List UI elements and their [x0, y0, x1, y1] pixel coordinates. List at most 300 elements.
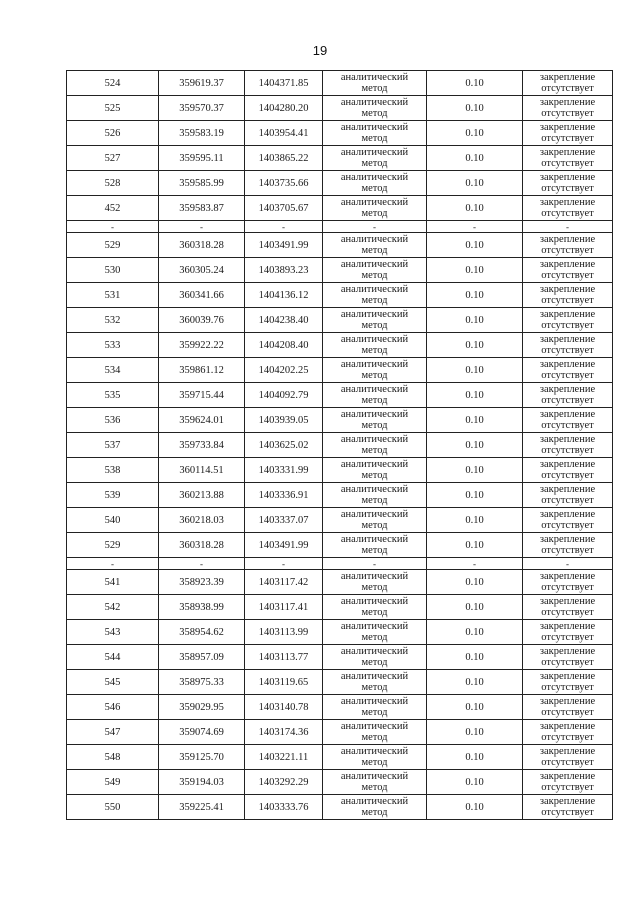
- method: [323, 283, 427, 308]
- table-row: [67, 695, 613, 720]
- marking-line: закрепление: [539, 746, 596, 757]
- method-line: аналитический: [340, 384, 409, 395]
- marking-line: отсутствует: [541, 158, 594, 169]
- point-number: 535: [67, 383, 159, 408]
- marking-line: закрепление: [539, 359, 596, 370]
- marking: [523, 558, 613, 570]
- coord-x: 359583.87: [159, 196, 245, 221]
- separator-row: [67, 558, 613, 570]
- point-number: 544: [67, 645, 159, 670]
- coord-y: 1404092.79: [245, 383, 323, 408]
- coord-x: 360318.28: [159, 533, 245, 558]
- method-line: метод: [361, 782, 388, 793]
- method-line: аналитический: [340, 234, 409, 245]
- marking: [523, 358, 613, 383]
- method-line: метод: [361, 582, 388, 593]
- method-line: аналитический: [340, 459, 409, 470]
- method: [323, 71, 427, 96]
- marking-line: отсутствует: [541, 133, 594, 144]
- marking: [523, 745, 613, 770]
- method: [323, 745, 427, 770]
- accuracy: 0.10: [427, 408, 523, 433]
- marking-line: закрепление: [539, 72, 596, 83]
- marking-line: отсутствует: [541, 520, 594, 531]
- method: [323, 383, 427, 408]
- coord-y: 1404280.20: [245, 96, 323, 121]
- marking-line: -: [566, 558, 569, 569]
- method-line: метод: [361, 245, 388, 256]
- coord-x: 359074.69: [159, 720, 245, 745]
- point-number: 527: [67, 146, 159, 171]
- accuracy: 0.10: [427, 458, 523, 483]
- coord-y: 1403331.99: [245, 458, 323, 483]
- method-line: аналитический: [340, 359, 409, 370]
- accuracy: 0.10: [427, 433, 523, 458]
- coord-x: 359125.70: [159, 745, 245, 770]
- method-line: аналитический: [340, 671, 409, 682]
- marking-line: закрепление: [539, 596, 596, 607]
- marking: [523, 408, 613, 433]
- coord-x: 360213.88: [159, 483, 245, 508]
- coord-y: 1403113.77: [245, 645, 323, 670]
- method: [323, 645, 427, 670]
- method: [323, 121, 427, 146]
- marking-line: закрепление: [539, 234, 596, 245]
- method-line: аналитический: [340, 197, 409, 208]
- table-row: [67, 121, 613, 146]
- accuracy: 0.10: [427, 720, 523, 745]
- marking: [523, 595, 613, 620]
- accuracy: 0.10: [427, 96, 523, 121]
- method-line: метод: [361, 295, 388, 306]
- marking: [523, 720, 613, 745]
- method-line: метод: [361, 445, 388, 456]
- marking: [523, 146, 613, 171]
- marking-line: закрепление: [539, 459, 596, 470]
- accuracy: 0.10: [427, 283, 523, 308]
- point-number: 534: [67, 358, 159, 383]
- method-line: -: [373, 221, 376, 232]
- marking-line: закрепление: [539, 534, 596, 545]
- method-line: аналитический: [340, 72, 409, 83]
- table-row: [67, 720, 613, 745]
- accuracy: 0.10: [427, 171, 523, 196]
- method-line: метод: [361, 108, 388, 119]
- method-line: аналитический: [340, 596, 409, 607]
- table-row: [67, 508, 613, 533]
- accuracy: 0.10: [427, 71, 523, 96]
- marking-line: закрепление: [539, 197, 596, 208]
- method-line: метод: [361, 420, 388, 431]
- table-row: [67, 383, 613, 408]
- coord-y: 1403221.11: [245, 745, 323, 770]
- marking-line: закрепление: [539, 122, 596, 133]
- coord-x: 359922.22: [159, 333, 245, 358]
- accuracy: 0.10: [427, 196, 523, 221]
- point-number: 531: [67, 283, 159, 308]
- marking: [523, 508, 613, 533]
- method: [323, 433, 427, 458]
- method-line: метод: [361, 707, 388, 718]
- marking-line: закрепление: [539, 796, 596, 807]
- table-row: [67, 670, 613, 695]
- table-row: [67, 533, 613, 558]
- method-line: аналитический: [340, 147, 409, 158]
- table-row: [67, 408, 613, 433]
- table-row: [67, 171, 613, 196]
- point-number: 537: [67, 433, 159, 458]
- method: [323, 308, 427, 333]
- accuracy: 0.10: [427, 570, 523, 595]
- coord-x: 359583.19: [159, 121, 245, 146]
- marking: [523, 670, 613, 695]
- coord-y: 1403119.65: [245, 670, 323, 695]
- page-number: 19: [312, 43, 328, 58]
- method-line: метод: [361, 732, 388, 743]
- method-line: метод: [361, 83, 388, 94]
- method-line: аналитический: [340, 309, 409, 320]
- marking: [523, 795, 613, 820]
- method: [323, 358, 427, 383]
- method-line: аналитический: [340, 571, 409, 582]
- marking-line: закрепление: [539, 771, 596, 782]
- coord-x: 360305.24: [159, 258, 245, 283]
- accuracy: 0.10: [427, 620, 523, 645]
- coord-x: 359570.37: [159, 96, 245, 121]
- table-row: [67, 645, 613, 670]
- coord-y: 1404371.85: [245, 71, 323, 96]
- boundary-points-table: [66, 70, 613, 820]
- marking-line: отсутствует: [541, 445, 594, 456]
- marking: [523, 308, 613, 333]
- method: [323, 533, 427, 558]
- coord-x: 358938.99: [159, 595, 245, 620]
- coord-x: 359029.95: [159, 695, 245, 720]
- method-line: метод: [361, 495, 388, 506]
- accuracy: 0.10: [427, 383, 523, 408]
- method-line: аналитический: [340, 409, 409, 420]
- marking-line: отсутствует: [541, 757, 594, 768]
- table-row: [67, 458, 613, 483]
- accuracy: 0.10: [427, 770, 523, 795]
- marking-line: закрепление: [539, 646, 596, 657]
- coord-y: 1403117.42: [245, 570, 323, 595]
- marking: [523, 333, 613, 358]
- method: [323, 670, 427, 695]
- table-row: [67, 71, 613, 96]
- marking-line: закрепление: [539, 671, 596, 682]
- method: [323, 458, 427, 483]
- point-number: -: [67, 558, 159, 570]
- accuracy: -: [427, 558, 523, 570]
- method-line: аналитический: [340, 534, 409, 545]
- table-row: [67, 595, 613, 620]
- marking-line: отсутствует: [541, 183, 594, 194]
- coord-x: 358957.09: [159, 645, 245, 670]
- marking-line: закрепление: [539, 409, 596, 420]
- marking-line: закрепление: [539, 434, 596, 445]
- point-number: 533: [67, 333, 159, 358]
- method-line: метод: [361, 345, 388, 356]
- marking-line: закрепление: [539, 721, 596, 732]
- marking-line: отсутствует: [541, 495, 594, 506]
- point-number: 530: [67, 258, 159, 283]
- marking: [523, 71, 613, 96]
- method-line: аналитический: [340, 721, 409, 732]
- coord-y: 1404208.40: [245, 333, 323, 358]
- point-number: 524: [67, 71, 159, 96]
- coord-x: 360039.76: [159, 308, 245, 333]
- point-number: 543: [67, 620, 159, 645]
- accuracy: 0.10: [427, 333, 523, 358]
- point-number: 549: [67, 770, 159, 795]
- table-row: [67, 745, 613, 770]
- method-line: метод: [361, 632, 388, 643]
- accuracy: 0.10: [427, 258, 523, 283]
- marking-line: отсутствует: [541, 782, 594, 793]
- method-line: метод: [361, 208, 388, 219]
- method: [323, 558, 427, 570]
- coord-y: 1403625.02: [245, 433, 323, 458]
- coord-y: 1404136.12: [245, 283, 323, 308]
- point-number: -: [67, 221, 159, 233]
- marking-line: закрепление: [539, 334, 596, 345]
- accuracy: 0.10: [427, 795, 523, 820]
- method-line: аналитический: [340, 334, 409, 345]
- method: [323, 258, 427, 283]
- coord-y: 1403865.22: [245, 146, 323, 171]
- marking-line: закрепление: [539, 172, 596, 183]
- marking: [523, 458, 613, 483]
- method-line: метод: [361, 682, 388, 693]
- point-number: 539: [67, 483, 159, 508]
- coord-x: 359585.99: [159, 171, 245, 196]
- coord-x: 360318.28: [159, 233, 245, 258]
- marking: [523, 96, 613, 121]
- method: [323, 96, 427, 121]
- method: [323, 508, 427, 533]
- coord-y: 1403337.07: [245, 508, 323, 533]
- marking-line: закрепление: [539, 97, 596, 108]
- coord-y: 1403174.36: [245, 720, 323, 745]
- method: [323, 333, 427, 358]
- marking-line: закрепление: [539, 259, 596, 270]
- coord-x: 358923.39: [159, 570, 245, 595]
- coord-y: 1403735.66: [245, 171, 323, 196]
- marking-line: отсутствует: [541, 807, 594, 818]
- method-line: метод: [361, 370, 388, 381]
- method-line: метод: [361, 183, 388, 194]
- coord-y: 1403954.41: [245, 121, 323, 146]
- coord-y: -: [245, 221, 323, 233]
- accuracy: 0.10: [427, 533, 523, 558]
- method-line: аналитический: [340, 259, 409, 270]
- coord-x: 359194.03: [159, 770, 245, 795]
- coord-x: 358975.33: [159, 670, 245, 695]
- method-line: аналитический: [340, 646, 409, 657]
- method-line: аналитический: [340, 484, 409, 495]
- table-row: [67, 283, 613, 308]
- marking-line: отсутствует: [541, 395, 594, 406]
- method-line: метод: [361, 395, 388, 406]
- marking-line: закрепление: [539, 621, 596, 632]
- coord-y: 1403491.99: [245, 533, 323, 558]
- marking-line: закрепление: [539, 509, 596, 520]
- marking: [523, 258, 613, 283]
- accuracy: 0.10: [427, 308, 523, 333]
- accuracy: 0.10: [427, 146, 523, 171]
- marking-line: отсутствует: [541, 657, 594, 668]
- accuracy: 0.10: [427, 745, 523, 770]
- marking: [523, 770, 613, 795]
- method-line: метод: [361, 607, 388, 618]
- method-line: аналитический: [340, 746, 409, 757]
- marking-line: закрепление: [539, 571, 596, 582]
- coord-y: 1403117.41: [245, 595, 323, 620]
- table-row: [67, 196, 613, 221]
- point-number: 547: [67, 720, 159, 745]
- marking-line: отсутствует: [541, 320, 594, 331]
- accuracy: -: [427, 221, 523, 233]
- table-body: [67, 71, 613, 820]
- point-number: 532: [67, 308, 159, 333]
- method: [323, 770, 427, 795]
- method: [323, 408, 427, 433]
- method-line: аналитический: [340, 771, 409, 782]
- marking-line: отсутствует: [541, 732, 594, 743]
- table-row: [67, 620, 613, 645]
- method-line: аналитический: [340, 796, 409, 807]
- table-row: [67, 358, 613, 383]
- marking: [523, 283, 613, 308]
- point-number: 545: [67, 670, 159, 695]
- method-line: аналитический: [340, 284, 409, 295]
- coord-y: -: [245, 558, 323, 570]
- method: [323, 221, 427, 233]
- coord-y: 1403939.05: [245, 408, 323, 433]
- accuracy: 0.10: [427, 121, 523, 146]
- method: [323, 795, 427, 820]
- point-number: 526: [67, 121, 159, 146]
- table-row: [67, 146, 613, 171]
- method: [323, 570, 427, 595]
- coord-y: 1403333.76: [245, 795, 323, 820]
- marking: [523, 570, 613, 595]
- coord-x: 360341.66: [159, 283, 245, 308]
- method-line: аналитический: [340, 509, 409, 520]
- accuracy: 0.10: [427, 483, 523, 508]
- method-line: аналитический: [340, 696, 409, 707]
- coord-x: 359861.12: [159, 358, 245, 383]
- marking-line: закрепление: [539, 696, 596, 707]
- marking: [523, 533, 613, 558]
- accuracy: 0.10: [427, 508, 523, 533]
- marking-line: отсутствует: [541, 245, 594, 256]
- table-row: [67, 258, 613, 283]
- point-number: 528: [67, 171, 159, 196]
- point-number: 529: [67, 233, 159, 258]
- marking-line: отсутствует: [541, 270, 594, 281]
- coord-x: 360114.51: [159, 458, 245, 483]
- marking: [523, 221, 613, 233]
- method-line: метод: [361, 320, 388, 331]
- marking-line: отсутствует: [541, 208, 594, 219]
- coord-y: 1404202.25: [245, 358, 323, 383]
- marking-line: отсутствует: [541, 370, 594, 381]
- marking-line: отсутствует: [541, 83, 594, 94]
- marking-line: -: [566, 221, 569, 232]
- method-line: аналитический: [340, 434, 409, 445]
- accuracy: 0.10: [427, 595, 523, 620]
- accuracy: 0.10: [427, 233, 523, 258]
- coord-x: 359715.44: [159, 383, 245, 408]
- point-number: 550: [67, 795, 159, 820]
- method-line: метод: [361, 470, 388, 481]
- method: [323, 595, 427, 620]
- point-number: 548: [67, 745, 159, 770]
- table-row: [67, 770, 613, 795]
- method-line: метод: [361, 657, 388, 668]
- table-row: [67, 433, 613, 458]
- table-row: [67, 570, 613, 595]
- marking: [523, 645, 613, 670]
- coord-x: 359595.11: [159, 146, 245, 171]
- method-line: метод: [361, 133, 388, 144]
- marking-line: отсутствует: [541, 707, 594, 718]
- point-number: 540: [67, 508, 159, 533]
- marking-line: отсутствует: [541, 345, 594, 356]
- point-number: 541: [67, 570, 159, 595]
- method: [323, 620, 427, 645]
- table-row: [67, 795, 613, 820]
- marking-line: отсутствует: [541, 470, 594, 481]
- point-number: 546: [67, 695, 159, 720]
- coord-y: 1403705.67: [245, 196, 323, 221]
- marking: [523, 695, 613, 720]
- marking: [523, 433, 613, 458]
- coord-x: 360218.03: [159, 508, 245, 533]
- point-number: 542: [67, 595, 159, 620]
- marking: [523, 196, 613, 221]
- coord-y: 1403113.99: [245, 620, 323, 645]
- marking-line: закрепление: [539, 384, 596, 395]
- marking: [523, 171, 613, 196]
- method-line: аналитический: [340, 122, 409, 133]
- marking-line: отсутствует: [541, 420, 594, 431]
- marking-line: отсутствует: [541, 295, 594, 306]
- marking-line: закрепление: [539, 309, 596, 320]
- marking-line: отсутствует: [541, 582, 594, 593]
- coord-x: 359733.84: [159, 433, 245, 458]
- point-number: 529: [67, 533, 159, 558]
- table-row: [67, 233, 613, 258]
- accuracy: 0.10: [427, 695, 523, 720]
- marking-line: закрепление: [539, 284, 596, 295]
- marking-line: отсутствует: [541, 682, 594, 693]
- coord-x: 358954.62: [159, 620, 245, 645]
- marking-line: отсутствует: [541, 108, 594, 119]
- method: [323, 171, 427, 196]
- marking-line: отсутствует: [541, 545, 594, 556]
- marking: [523, 620, 613, 645]
- method-line: метод: [361, 270, 388, 281]
- coord-x: 359225.41: [159, 795, 245, 820]
- accuracy: 0.10: [427, 645, 523, 670]
- marking: [523, 233, 613, 258]
- method-line: метод: [361, 520, 388, 531]
- marking-line: отсутствует: [541, 607, 594, 618]
- method-line: метод: [361, 807, 388, 818]
